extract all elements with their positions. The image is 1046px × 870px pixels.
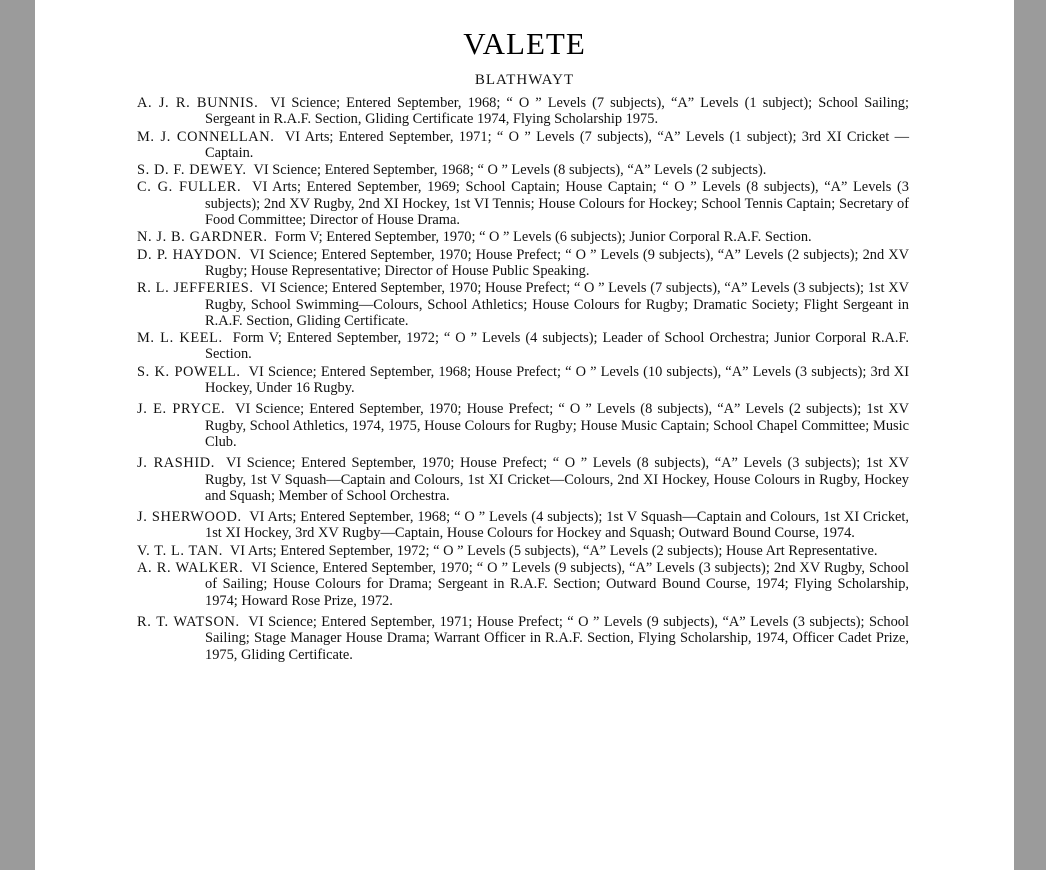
- entry: [137, 129, 909, 162]
- entry-text: Form V; Entered September, 1970; “ O ” Levels (6 subjects); Junior Corporal R.A.F. Section.: [274, 229, 812, 246]
- entry-text: VI Science; Entered September, 1970; House Prefect; “ O ” Levels (8 subjects), “A” Levels (3 subjects); 1st XV Rugby, 1st V Squash—Captain and Colours, 1st XI Cricket—Colours, 2nd XI Hockey, House Colours in Rugby, Hockey and Squash; Member of School Orchestra.: [205, 455, 909, 504]
- entry-text: VI Science, Entered September, 1970; “ O ” Levels (9 subjects), “A” Levels (3 subjects); 2nd XV Rugby, School of Sailing; House Colours for Drama; Sergeant in R.A.F. Section; Outward Bound Course, 1974; Flying Scholarship, 1974; Howard Rose Prize, 1972.: [205, 560, 910, 609]
- entry-text: Form V; Entered September, 1972; “ O ” Levels (4 subjects); Leader of School Orchestra; Junior Corporal R.A.F. Section.: [205, 330, 909, 363]
- entry: [137, 364, 909, 397]
- entry-name: D. P. HAYDON.: [137, 246, 242, 263]
- entry-name: C. G. FULLER.: [137, 179, 242, 196]
- entry-name: S. D. F. DEWEY.: [137, 162, 247, 179]
- entry-text: VI Arts; Entered September, 1971; “ O ” Levels (7 subjects), “A” Levels (1 subject); 3rd XI Cricket — Captain.: [205, 128, 909, 161]
- entry-name: S. K. POWELL.: [137, 363, 241, 380]
- entry-name: J. SHERWOOD.: [137, 509, 242, 526]
- entry-name: A. J. R. BUNNIS.: [137, 95, 259, 111]
- entry: [137, 614, 909, 663]
- entry-text: VI Science; Entered September, 1968; House Prefect; “ O ” Levels (10 subjects), “A” Levels (3 subjects); 3rd XI Hockey, Under 16 Rugby.: [205, 363, 909, 397]
- entry-text: VI Science; Entered September, 1970; House Prefect; “ O ” Levels (8 subjects), “A” Levels (2 subjects); 1st XV Rugby, School Athletics, 1974, 1975, House Colours for Rugby; House Music Captain; School Chapel Committee; Music Club.: [205, 401, 910, 450]
- page-title: VALETE: [463, 26, 586, 61]
- entry-list: [137, 95, 909, 663]
- entry-text: VI Science; Entered September, 1971; House Prefect; “ O ” Levels (9 subjects), “A” Levels (3 subjects); School Sailing; Stage Manager House Drama; Warrant Officer in R.A.F. Section, Flying Scholarship, 1974, Officer Cadet Prize, 1975, Gliding Certificate.: [205, 613, 909, 663]
- entry: [137, 543, 909, 559]
- entry-name: M. L. KEEL.: [137, 330, 223, 347]
- house-heading: BLATHWAYT: [474, 72, 575, 88]
- entry-text: VI Science; Entered September, 1968; “ O ” Levels (8 subjects), “A” Levels (2 subjects).: [253, 162, 767, 179]
- entry: [137, 455, 909, 504]
- entry-name: R. L. JEFFERIES.: [137, 280, 254, 297]
- entry-name: N. J. B. GARDNER.: [137, 229, 268, 246]
- document-page: [35, 0, 1014, 870]
- entry-name: J. RASHID.: [137, 455, 215, 472]
- entry-name: A. R. WALKER.: [137, 560, 244, 577]
- entry: [137, 560, 909, 609]
- entry-text: VI Science; Entered September, 1968; “ O ” Levels (7 subjects), “A” Levels (1 subject); School Sailing; Sergeant in R.A.F. Section, Gliding Certificate 1974, Flying Scholarship 1975.: [205, 95, 909, 128]
- entry: [137, 247, 909, 280]
- entry-name: J. E. PRYCE.: [137, 401, 226, 418]
- entry-name: R. T. WATSON.: [137, 613, 240, 630]
- entry-name: M. J. CONNELLAN.: [137, 128, 275, 145]
- entry-text: VI Science; Entered September, 1970; House Prefect; “ O ” Levels (9 subjects), “A” Levels (2 subjects); 2nd XV Rugby; House Representative; Director of House Public Speaking.: [205, 246, 910, 279]
- entry: [137, 401, 909, 450]
- entry-text: VI Science; Entered September, 1970; House Prefect; “ O ” Levels (7 subjects), “A” Levels (3 subjects); 1st XV Rugby, School Swimming—Colours, School Athletics; House Colours for Rugby; Dramatic Society; Flight Sergeant in R.A.F. Section, Gliding Certificate.: [205, 280, 909, 329]
- entry: [137, 162, 909, 178]
- entry: [137, 95, 909, 128]
- entry: [137, 280, 909, 329]
- entry: [137, 229, 909, 245]
- entry: [137, 330, 909, 363]
- entry: [137, 179, 909, 228]
- entry-text: VI Arts; Entered September, 1968; “ O ” Levels (4 subjects); 1st V Squash—Captain and Colours, 1st XI Cricket, 1st XI Hockey, 3rd XV Rugby—Captain, House Colours for Hockey and Squash; Outward Bound Course, 1974.: [205, 509, 909, 542]
- entry: [137, 509, 909, 542]
- entry-name: V. T. L. TAN.: [137, 542, 223, 559]
- entry-text: VI Arts; Entered September, 1972; “ O ” Levels (5 subjects), “A” Levels (2 subjects); House Art Representative.: [229, 542, 878, 559]
- entry-text: VI Arts; Entered September, 1969; School Captain; House Captain; “ O ” Levels (8 subjects), “A” Levels (3 subjects); 2nd XV Rugby, 2nd XI Hockey, 1st VI Tennis; House Colours for Hockey; School Tennis Captain; Secretary of Food Committee; Director of House Drama.: [205, 179, 909, 229]
